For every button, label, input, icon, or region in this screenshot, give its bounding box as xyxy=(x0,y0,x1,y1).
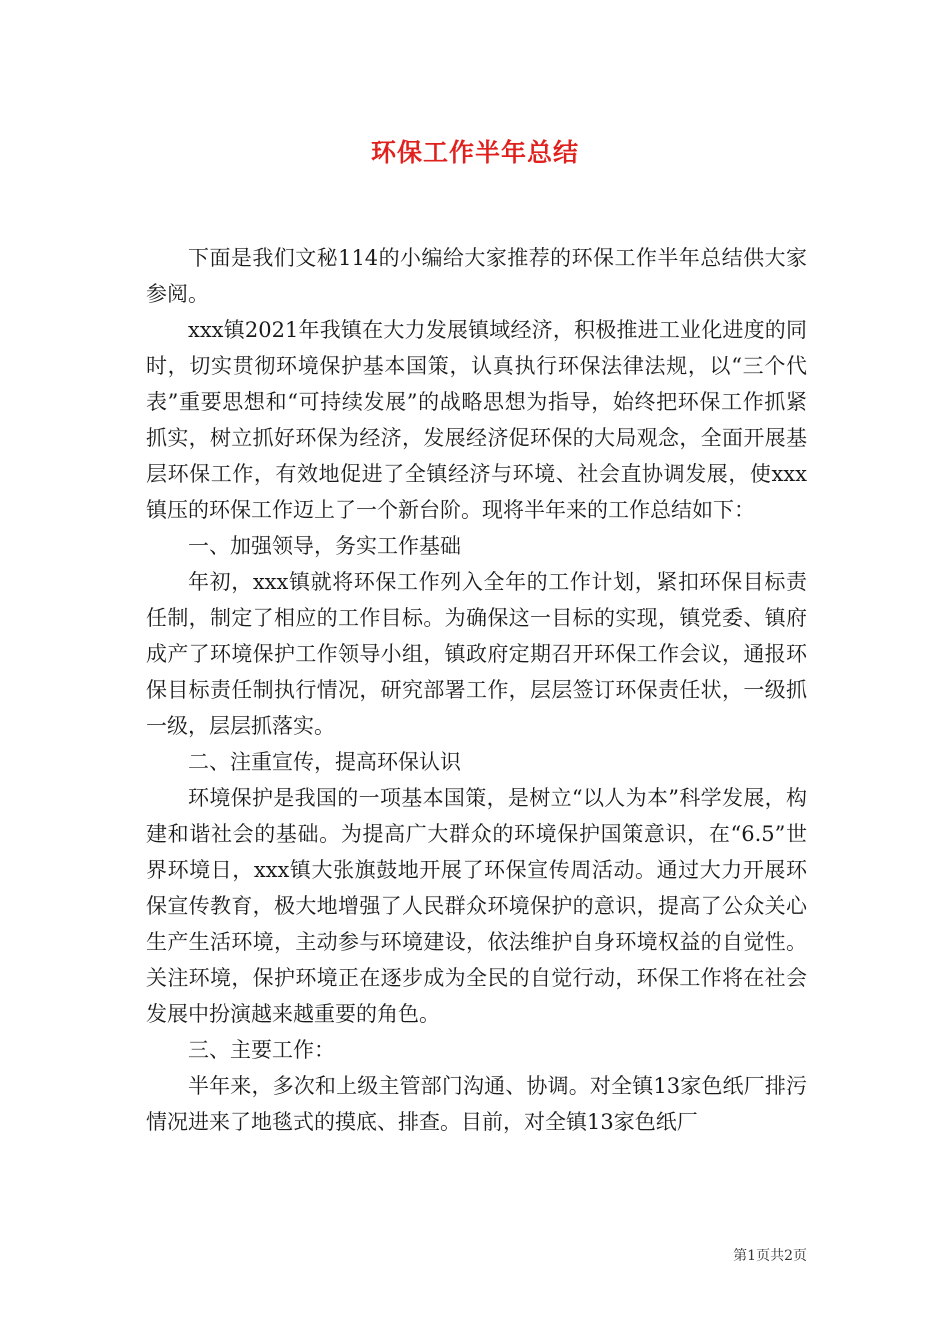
document-title: 环保工作半年总结 xyxy=(370,138,579,167)
overview-paragraph: xxx镇2021年我镇在大力发展镇域经济，积极推进工业化进度的同时，切实贯彻环境保护基本国策，认真执行环保法律法规，以“三个代表”重要思想和“可持续发展”的战略思想为指导，始终把环保工作抓紧抓实，树立抓好环保为经济，发展经济促环保的大局观念，全面开展基层环保工作，有效地促进了全镇经济与环境、社会直协调发展，使xxx镇压的环保工作迈上了一个新台阶。现将半年来的工作总结如下： xyxy=(146,318,807,522)
section-heading-1: 一、加强领导，务实工作基础 xyxy=(188,534,461,558)
page-number: 第1页共2页 xyxy=(733,1248,807,1264)
section-3-paragraph: 半年来，多次和上级主管部门沟通、协调。对全镇13家色纸厂排污情况进来了地毯式的摸底、排查。目前，对全镇13家色纸厂 xyxy=(146,1074,807,1134)
intro-paragraph: 下面是我们文秘114的小编给大家推荐的环保工作半年总结供大家参阅。 xyxy=(146,246,807,306)
section-heading-2: 二、注重宣传，提高环保认识 xyxy=(188,750,461,774)
section-1-paragraph: 年初，xxx镇就将环保工作列入全年的工作计划，紧扣环保目标责任制，制定了相应的工作目标。为确保这一目标的实现，镇党委、镇府成产了环境保护工作领导小组，镇政府定期召开环保工作会议，通报环保目标责任制执行情况，研究部署工作，层层签订环保责任状，一级抓一级，层层抓落实。 xyxy=(146,570,807,738)
document-body xyxy=(146,240,807,1140)
section-heading-3: 三、主要工作： xyxy=(188,1038,335,1062)
section-2-paragraph: 环境保护是我国的一项基本国策，是树立“以人为本”科学发展，构建和谐社会的基础。为提高广大群众的环境保护国策意识，在“6.5”世界环境日，xxx镇大张旗鼓地开展了环保宣传周活动。通过大力开展环保宣传教育，极大地增强了人民群众环境保护的意识，提高了公众关心生产生活环境，主动参与环境建设，依法维护自身环境权益的自觉性。关注环境，保护环境正在逐步成为全民的自觉行动，环保工作将在社会发展中扮演越来越重要的角色。 xyxy=(146,786,807,1026)
